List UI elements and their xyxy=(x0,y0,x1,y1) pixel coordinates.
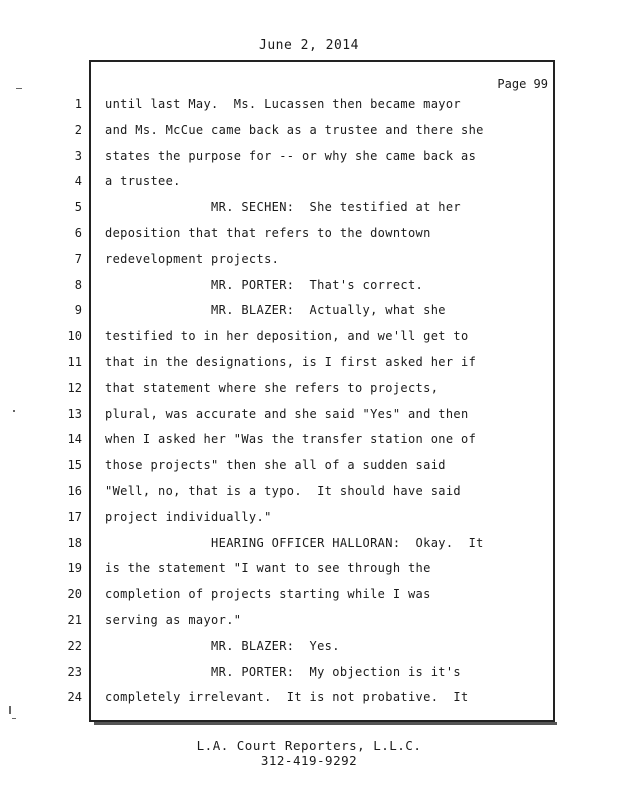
line-text: until last May. Ms. Lucassen then became mayor xyxy=(105,97,462,111)
footer-company: L.A. Court Reporters, L.L.C. xyxy=(196,738,422,753)
line-text: serving as mayor." xyxy=(105,613,242,627)
line-number: 13 xyxy=(67,407,82,421)
line-text: completely irrelevant. It is not probative. It xyxy=(105,690,469,704)
line-text: plural, was accurate and she said "Yes" and then xyxy=(105,407,469,421)
line-text: MR. SECHEN: She testified at her xyxy=(105,200,462,214)
scan-speck xyxy=(13,410,15,412)
line-number: 18 xyxy=(67,536,82,550)
line-number: 16 xyxy=(67,484,82,498)
line-text: HEARING OFFICER HALLORAN: Okay. It xyxy=(105,536,484,550)
line-number: 6 xyxy=(74,226,82,240)
line-text: MR. BLAZER: Actually, what she xyxy=(105,303,446,317)
line-number: 8 xyxy=(74,278,82,292)
page-number: Page 99 xyxy=(497,77,548,91)
footer-phone: 312-419-9292 xyxy=(260,753,358,768)
line-text: MR. PORTER: My objection is it's xyxy=(105,665,462,679)
scan-speck xyxy=(12,718,16,719)
line-text: testified to in her deposition, and we'll get to xyxy=(105,329,469,343)
line-text: states the purpose for -- or why she came back as xyxy=(105,149,477,163)
line-number: 20 xyxy=(67,587,82,601)
line-text: is the statement "I want to see through the xyxy=(105,561,431,575)
header-date: June 2, 2014 xyxy=(259,38,359,53)
line-text: that in the designations, is I first asked her if xyxy=(105,355,477,369)
line-number: 12 xyxy=(67,381,82,395)
line-number: 10 xyxy=(67,329,82,343)
line-text: that statement where she refers to projects, xyxy=(105,381,439,395)
scan-speck xyxy=(9,706,11,714)
line-number: 19 xyxy=(67,561,82,575)
line-text: deposition that that refers to the downtown xyxy=(105,226,431,240)
line-number: 23 xyxy=(67,665,82,679)
line-number: 4 xyxy=(74,174,82,188)
scan-speck xyxy=(16,88,22,89)
line-number: 2 xyxy=(74,123,82,137)
line-text: project individually." xyxy=(105,510,272,524)
line-text: "Well, no, that is a typo. It should have said xyxy=(105,484,462,498)
line-number: 24 xyxy=(67,690,82,704)
line-number: 17 xyxy=(67,510,82,524)
line-number: 11 xyxy=(67,355,82,369)
line-number: 3 xyxy=(74,149,82,163)
line-number: 15 xyxy=(67,458,82,472)
line-text: MR. PORTER: That's correct. xyxy=(105,278,424,292)
line-text: those projects" then she all of a sudden said xyxy=(105,458,446,472)
line-text: and Ms. McCue came back as a trustee and there she xyxy=(105,123,484,137)
line-number: 21 xyxy=(67,613,82,627)
line-text: when I asked her "Was the transfer station one of xyxy=(105,432,477,446)
line-number: 1 xyxy=(74,97,82,111)
line-number: 5 xyxy=(74,200,82,214)
line-text: MR. BLAZER: Yes. xyxy=(105,639,340,653)
line-number: 14 xyxy=(67,432,82,446)
line-text: completion of projects starting while I was xyxy=(105,587,431,601)
line-text: redevelopment projects. xyxy=(105,252,280,266)
line-number: 7 xyxy=(74,252,82,266)
line-number: 9 xyxy=(74,303,82,317)
frame-shadow xyxy=(94,722,557,725)
line-text: a trustee. xyxy=(105,174,181,188)
line-number: 22 xyxy=(67,639,82,653)
